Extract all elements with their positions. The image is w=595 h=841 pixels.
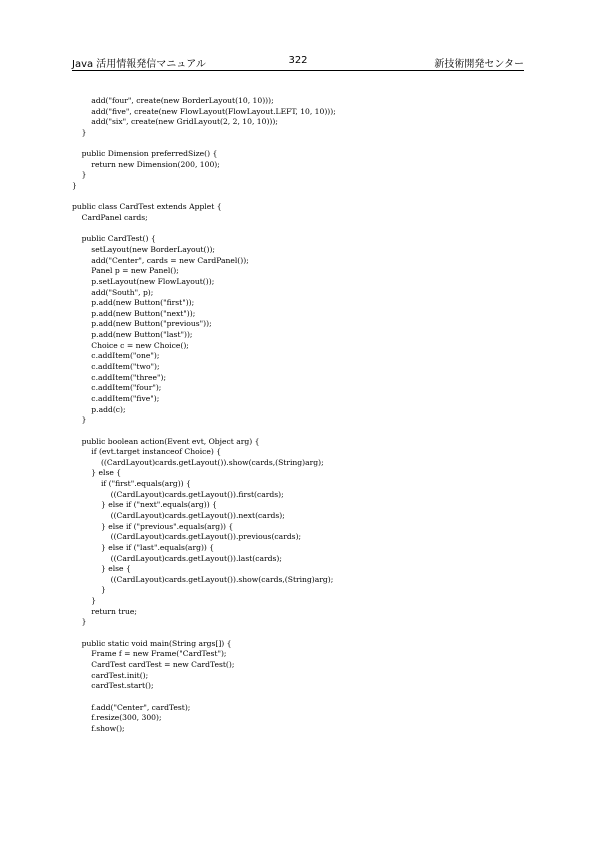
code-line: c.addItem("three"); xyxy=(72,372,167,382)
code-line: ((CardLayout)cards.getLayout()).last(cards); xyxy=(72,553,282,563)
code-line: setLayout(new BorderLayout()); xyxy=(72,244,215,254)
code-line: } xyxy=(72,415,87,425)
code-line: Frame f = new Frame("CardTest"); xyxy=(72,649,227,659)
code-line: Panel p = new Panel(); xyxy=(72,266,179,276)
code-line: p.setLayout(new FlowLayout()); xyxy=(72,276,215,286)
code-listing xyxy=(72,96,524,734)
code-line: CardPanel cards; xyxy=(72,213,148,223)
code-line: ((CardLayout)cards.getLayout()).next(cards); xyxy=(72,510,285,520)
code-line: } xyxy=(72,585,106,595)
code-line xyxy=(72,426,524,437)
code-line: } else if ("next".equals(arg)) { xyxy=(72,500,217,510)
code-line: ((CardLayout)cards.getLayout()).show(cards,(String)arg); xyxy=(72,457,324,467)
code-line: public class CardTest extends Applet { xyxy=(72,202,222,212)
code-line xyxy=(72,224,524,235)
code-line: add("four", create(new BorderLayout(10, 10))); xyxy=(72,96,274,105)
code-line: CardTest cardTest = new CardTest(); xyxy=(72,659,235,669)
code-line: p.add(c); xyxy=(72,404,126,414)
header-manual-title: Java 活用情報発信マニュアル xyxy=(72,59,206,70)
code-line: } xyxy=(72,170,87,180)
code-line: return true; xyxy=(72,606,137,616)
code-line: add("Center", cards = new CardPanel()); xyxy=(72,255,249,265)
code-line: ((CardLayout)cards.getLayout()).show(cards,(String)arg); xyxy=(72,574,334,584)
code-line: if ("first".equals(arg)) { xyxy=(72,479,191,489)
code-line: p.add(new Button("previous")); xyxy=(72,319,212,329)
code-line: p.add(new Button("first")); xyxy=(72,298,195,308)
code-line: } else { xyxy=(72,468,122,478)
code-line: } else { xyxy=(72,564,131,574)
code-line: if (evt.target instanceof Choice) { xyxy=(72,447,222,457)
code-line: f.resize(300, 300); xyxy=(72,713,162,723)
code-line xyxy=(72,192,524,203)
code-line: } xyxy=(72,127,87,137)
code-line: public Dimension preferredSize() { xyxy=(72,149,218,159)
code-line: c.addItem("five"); xyxy=(72,393,160,403)
code-line xyxy=(72,139,524,150)
code-line: } xyxy=(72,181,77,191)
page-number: 322 xyxy=(288,55,308,66)
code-line: p.add(new Button("next")); xyxy=(72,308,196,318)
code-line xyxy=(72,692,524,703)
code-line: } else if ("previous".equals(arg)) { xyxy=(72,521,234,531)
page-header xyxy=(72,55,524,69)
code-line: f.add("Center", cardTest); xyxy=(72,702,191,712)
code-line: cardTest.init(); xyxy=(72,670,149,680)
code-line: } xyxy=(72,596,97,606)
code-line: add("five", create(new FlowLayout(FlowLayout.LEFT, 10, 10))); xyxy=(72,106,336,116)
code-line: Choice c = new Choice(); xyxy=(72,340,189,350)
code-line: public boolean action(Event evt, Object arg) { xyxy=(72,436,260,446)
code-line: } else if ("last".equals(arg)) { xyxy=(72,542,215,552)
code-line: add("South", p); xyxy=(72,287,154,297)
code-line: ((CardLayout)cards.getLayout()).first(cards); xyxy=(72,489,284,499)
code-line: public CardTest() { xyxy=(72,234,156,244)
code-line: cardTest.start(); xyxy=(72,681,154,691)
header-rule xyxy=(72,70,524,71)
header-organization: 新技術開発センター xyxy=(434,59,524,70)
code-line: p.add(new Button("last")); xyxy=(72,330,193,340)
code-line: return new Dimension(200, 100); xyxy=(72,159,220,169)
code-line: ((CardLayout)cards.getLayout()).previous(cards); xyxy=(72,532,302,542)
code-line: c.addItem("one"); xyxy=(72,351,160,361)
code-line xyxy=(72,628,524,639)
code-line: c.addItem("two"); xyxy=(72,362,160,372)
code-line: f.show(); xyxy=(72,723,125,733)
code-line: } xyxy=(72,617,87,627)
code-line: c.addItem("four"); xyxy=(72,383,162,393)
code-line: add("six", create(new GridLayout(2, 2, 10, 10))); xyxy=(72,117,278,127)
code-line: public static void main(String args[]) { xyxy=(72,638,232,648)
